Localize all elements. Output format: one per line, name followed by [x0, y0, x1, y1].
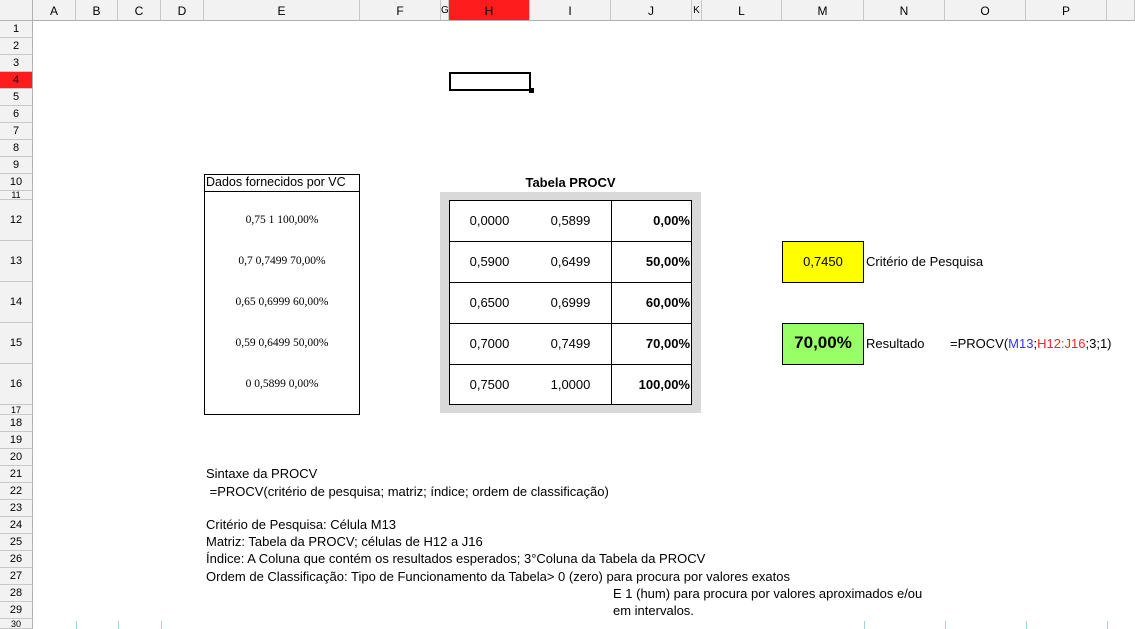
page-break-tick	[864, 621, 865, 629]
page-break-tick	[161, 621, 162, 629]
row-header-10[interactable]: 10	[0, 174, 33, 191]
dados-header: Dados fornecidos por VC	[206, 175, 346, 189]
row-header-13[interactable]: 13	[0, 241, 33, 282]
column-header-m[interactable]: M	[782, 0, 864, 21]
page-break-tick	[76, 621, 77, 629]
procv-cell-i15[interactable]: 0,7499	[550, 336, 591, 351]
procv-cell-j13[interactable]: 50,00%	[645, 254, 690, 269]
note-ordem: Ordem de Classificação: Tipo de Funcionamento da Tabela> 0 (zero) para procura por valores exatos	[206, 569, 790, 584]
procv-cell-h13[interactable]: 0,5900	[469, 254, 510, 269]
procv-cell-j15[interactable]: 70,00%	[645, 336, 690, 351]
dados-row: 0 0,5899 0,00%	[245, 378, 319, 390]
criterio-label: Critério de Pesquisa	[866, 254, 984, 269]
procv-cell-i12[interactable]: 0,5899	[550, 213, 591, 228]
row-header-26[interactable]: 26	[0, 551, 33, 568]
dados-row: 0,65 0,6999 60,00%	[235, 296, 329, 308]
row-header-19[interactable]: 19	[0, 432, 33, 449]
note-ordem-2: E 1 (hum) para procura por valores aproximados e/ou	[613, 586, 923, 601]
column-header-e[interactable]: E	[204, 0, 360, 21]
column-header-j[interactable]: J	[611, 0, 692, 21]
row-header-11[interactable]: 11	[0, 191, 33, 200]
row-header-27[interactable]: 27	[0, 568, 33, 585]
row-header-5[interactable]: 5	[0, 89, 33, 106]
row-header-15[interactable]: 15	[0, 323, 33, 364]
note-matriz: Matriz: Tabela da PROCV; células de H12 a J16	[206, 534, 483, 549]
column-header-f[interactable]: F	[360, 0, 441, 21]
column-header-overflow	[1107, 0, 1135, 21]
column-header-g[interactable]: G	[441, 0, 449, 21]
page-break-tick	[1026, 621, 1027, 629]
row-header-14[interactable]: 14	[0, 282, 33, 323]
procv-table-title: Tabela PROCV	[525, 175, 616, 190]
resultado-formula	[950, 336, 1112, 351]
row-header-17[interactable]: 17	[0, 405, 33, 415]
dados-row: 0,75 1 100,00%	[245, 214, 319, 226]
note-indice: Índice: A Coluna que contém os resultados esperados; 3°Coluna da Tabela da PROCV	[206, 551, 706, 566]
row-header-3[interactable]: 3	[0, 55, 33, 72]
procv-cell-j14[interactable]: 60,00%	[645, 295, 690, 310]
fill-handle[interactable]	[529, 88, 534, 93]
formula-sep: ;	[1033, 336, 1038, 351]
resultado-label: Resultado	[866, 336, 925, 351]
procv-row-divider	[449, 364, 692, 365]
criterio-value: 0,7450	[803, 254, 843, 269]
row-header-16[interactable]: 16	[0, 364, 33, 405]
page-break-tick	[945, 621, 946, 629]
procv-cell-j12[interactable]: 0,00%	[653, 213, 690, 228]
row-header-30[interactable]: 30	[0, 619, 33, 629]
procv-cell-h14[interactable]: 0,6500	[469, 295, 510, 310]
column-header-i[interactable]: I	[530, 0, 611, 21]
row-header-29[interactable]: 29	[0, 602, 33, 619]
select-all-corner[interactable]	[0, 0, 33, 21]
procv-cell-i14[interactable]: 0,6999	[550, 295, 591, 310]
note-ordem-3: em intervalos.	[613, 603, 694, 618]
column-header-d[interactable]: D	[161, 0, 204, 21]
column-header-n[interactable]: N	[864, 0, 945, 21]
formula-ref-m13: M13	[1008, 336, 1034, 351]
column-header-k[interactable]: K	[692, 0, 702, 21]
formula-suffix: ;3;1)	[1085, 336, 1112, 351]
column-header-b[interactable]: B	[76, 0, 118, 21]
row-header-6[interactable]: 6	[0, 106, 33, 123]
row-header-1[interactable]: 1	[0, 21, 33, 38]
procv-row-divider	[449, 282, 692, 283]
procv-cell-h12[interactable]: 0,0000	[469, 213, 510, 228]
procv-row-divider	[449, 323, 692, 324]
dados-header-divider	[204, 191, 360, 192]
column-header-a[interactable]: A	[33, 0, 76, 21]
row-header-9[interactable]: 9	[0, 157, 33, 174]
resultado-value: 70,00%	[794, 333, 852, 352]
page-break-tick	[1107, 621, 1108, 629]
procv-cell-i16[interactable]: 1,0000	[550, 377, 591, 392]
formula-prefix: =PROCV(	[950, 336, 1009, 351]
row-header-2[interactable]: 2	[0, 38, 33, 55]
row-header-4[interactable]: 4	[0, 72, 33, 89]
note-syntax-title: Sintaxe da PROCV	[206, 466, 318, 481]
row-header-28[interactable]: 28	[0, 585, 33, 602]
procv-cell-i13[interactable]: 0,6499	[550, 254, 591, 269]
column-header-l[interactable]: L	[702, 0, 782, 21]
procv-row-divider	[449, 241, 692, 242]
row-header-24[interactable]: 24	[0, 517, 33, 534]
column-header-h[interactable]: H	[449, 0, 530, 21]
row-header-18[interactable]: 18	[0, 415, 33, 432]
column-header-o[interactable]: O	[945, 0, 1026, 21]
column-header-c[interactable]: C	[118, 0, 161, 21]
row-header-22[interactable]: 22	[0, 483, 33, 500]
row-header-8[interactable]: 8	[0, 140, 33, 157]
row-header-21[interactable]: 21	[0, 466, 33, 483]
procv-cell-h16[interactable]: 0,7500	[469, 377, 510, 392]
note-criterio: Critério de Pesquisa: Célula M13	[206, 517, 397, 532]
note-syntax: =PROCV(critério de pesquisa; matriz; índice; ordem de classificação)	[206, 484, 609, 499]
row-header-25[interactable]: 25	[0, 534, 33, 551]
row-header-20[interactable]: 20	[0, 449, 33, 466]
row-header-23[interactable]: 23	[0, 500, 33, 517]
procv-cell-j16[interactable]: 100,00%	[638, 377, 690, 392]
formula-ref-h12-j16: H12:J16	[1037, 336, 1086, 351]
dados-row: 0,7 0,7499 70,00%	[238, 255, 326, 267]
procv-cell-h15[interactable]: 0,7000	[469, 336, 510, 351]
row-header-7[interactable]: 7	[0, 123, 33, 140]
row-header-12[interactable]: 12	[0, 200, 33, 241]
active-cell-cursor[interactable]	[449, 72, 531, 91]
dados-row: 0,59 0,6499 50,00%	[235, 337, 329, 349]
page-break-tick	[118, 621, 119, 629]
column-header-p[interactable]: P	[1026, 0, 1107, 21]
